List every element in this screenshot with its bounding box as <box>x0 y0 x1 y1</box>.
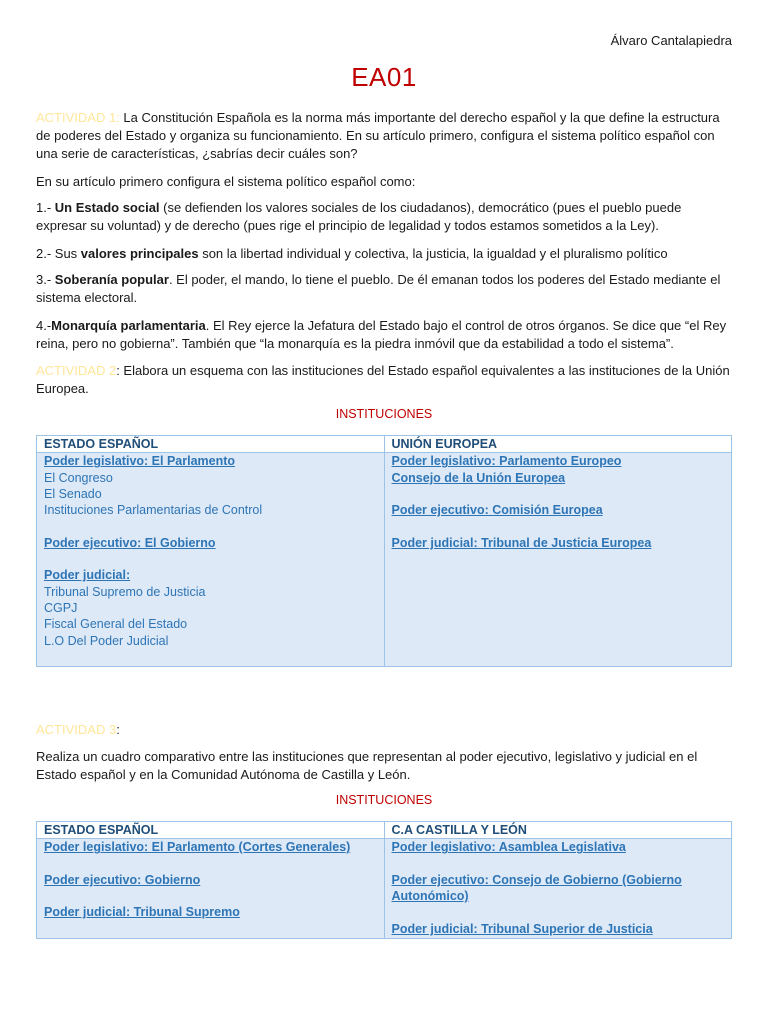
column-header-cyl: C.A CASTILLA Y LEÓN <box>384 822 732 839</box>
activity-3-question: Realiza un cuadro comparativo entre las instituciones que representan al poder ejecutivo, legislativo y judicial en el Estado español y en la Comunidad Autónoma de Castilla y León. <box>36 749 698 782</box>
activity-2-label: ACTIVIDAD 2 <box>36 363 117 378</box>
cyl-ejecutivo-link[interactable]: Poder ejecutivo: Consejo de Gobierno (Gobierno Autonómico) <box>391 872 682 904</box>
list-item: Fiscal General del Estado <box>44 617 188 632</box>
estado-cell <box>37 839 385 939</box>
column-header-estado: ESTADO ESPAÑOL <box>37 822 385 839</box>
estado-legislativo-link[interactable]: Poder legislativo: El Parlamento <box>44 454 236 469</box>
estado-judicial-link[interactable]: Poder judicial: Tribunal Supremo <box>44 905 240 920</box>
ue-consejo-link[interactable]: Consejo de la Unión Europea <box>391 470 566 485</box>
activity-3-heading: ACTIVIDAD 3: <box>36 722 120 737</box>
list-item-4: 4.-Monarquía parlamentaria. El Rey ejerce la Jefatura del Estado bajo el control de otros órganos. Se dice que “el Rey reina, pero no gobierna”. También que “la monarquía es la piedra inmóvil que da estabilidad a todo el sistema”. <box>36 318 727 351</box>
estado-judicial-link[interactable]: Poder judicial: <box>44 568 131 583</box>
list-item: El Senado <box>44 486 102 501</box>
list-item-3: 3.- Soberanía popular. El poder, el mando, lo tiene el pueblo. De él emanan todos los poderes del Estado mediante el sistema electoral. <box>36 272 721 305</box>
ue-ejecutivo-link[interactable]: Poder ejecutivo: Comisión Europea <box>391 503 603 518</box>
estado-ejecutivo-link[interactable]: Poder ejecutivo: El Gobierno <box>44 535 216 550</box>
cyl-cell <box>384 839 732 939</box>
cyl-legislativo-link[interactable]: Poder legislativo: Asamblea Legislativa <box>391 840 626 855</box>
estado-cell <box>37 453 385 667</box>
list-item: L.O Del Poder Judicial <box>44 633 169 648</box>
list-item-1: 1.- Un Estado social (se defienden los valores sociales de los ciudadanos), democrático (pues el pueblo puede expresar su voluntad) y de derecho (pues rige el principio de legalidad y todos estamos sometidos a la Ley). <box>36 200 682 233</box>
column-header-ue: UNIÓN EUROPEA <box>384 436 732 453</box>
list-item-2: 2.- Sus valores principales son la libertad individual y colectiva, la justicia, la igualdad y el pluralismo político <box>36 246 668 261</box>
institutions-table-cyl <box>36 821 732 939</box>
estado-legislativo-link[interactable]: Poder legislativo: El Parlamento (Cortes Generales) <box>44 840 351 855</box>
list-item: Instituciones Parlamentarias de Control <box>44 503 263 518</box>
column-header-estado: ESTADO ESPAÑOL <box>37 436 385 453</box>
ue-legislativo-link[interactable]: Poder legislativo: Parlamento Europeo <box>391 454 622 469</box>
estado-ejecutivo-link[interactable]: Poder ejecutivo: Gobierno <box>44 872 201 887</box>
table-2-title: INSTITUCIONES <box>335 793 433 807</box>
activity-2-question: ACTIVIDAD 2: Elabora un esquema con las instituciones del Estado español equivalentes a las instituciones de la Unión Europea. <box>36 363 730 396</box>
activity-3-label: ACTIVIDAD 3 <box>36 722 117 737</box>
activity-1-label: ACTIVIDAD 1: <box>36 110 120 125</box>
list-item: El Congreso <box>44 470 113 485</box>
author-name: Álvaro Cantalapiedra <box>610 33 732 48</box>
list-item: CGPJ <box>44 600 78 615</box>
ue-judicial-link[interactable]: Poder judicial: Tribunal de Justicia Europea <box>391 535 652 550</box>
list-item: Tribunal Supremo de Justicia <box>44 584 206 599</box>
table-1-title: INSTITUCIONES <box>335 407 433 421</box>
institutions-table-eu <box>36 435 732 667</box>
document-title: EA01 <box>351 62 417 92</box>
activity-1-intro: En su artículo primero configura el sistema político español como: <box>36 174 416 189</box>
cyl-judicial-link[interactable]: Poder judicial: Tribunal Superior de Justicia <box>391 921 653 936</box>
ue-cell <box>384 453 732 667</box>
activity-1-question: ACTIVIDAD 1: La Constitución Española es la norma más importante del derecho español y la que define la estructura de poderes del Estado y organiza su funcionamiento. En su artículo primero, configura el sistema político español con una serie de características, ¿sabrías decir cuáles son? <box>36 110 720 161</box>
